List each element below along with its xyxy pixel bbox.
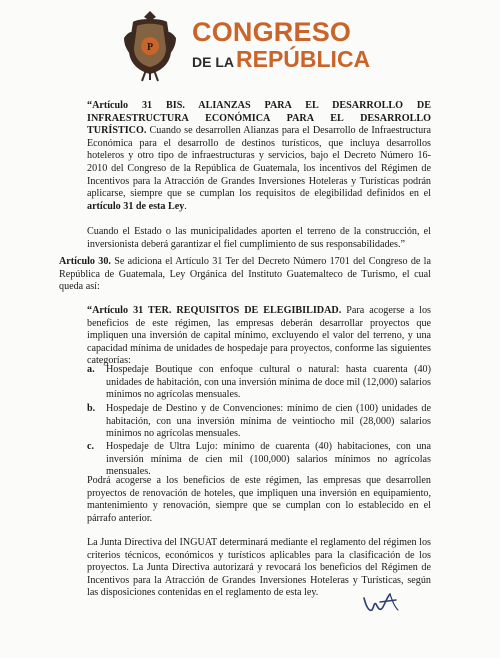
logo-line2-main: REPÚBLICA — [236, 46, 371, 72]
article-30-paragraph — [59, 256, 431, 294]
logo-line2-prefix: DE LA — [192, 54, 234, 70]
list-item-label: c. — [87, 441, 95, 452]
congress-logo-text — [192, 19, 370, 71]
list-item-text: Hospedaje Boutique con enfoque cultural o natural: hasta cuarenta (40) unidades de habitación, con una inversión mínima de doce mil (12,000) salarios mínimos no agrícolas mensuales. — [106, 364, 431, 401]
article-31bis-text: Cuando se desarrollen Alianzas para el Desarrollo de Infraestructura Económica para el desarrollo de destinos turísticos, que incluya desarrollos hoteleros y otro tipo de infraestructuras y servicios, bajo el Decreto Número 16-2010 del Congreso de la República de Guatemala, los incentivos del Régimen de Incentivos para la Atracción de Grandes Inversiones Hoteleras y Turísticas podrán aplicarse, siempre que se cumplan los requisitos de elegibilidad definidos en el — [87, 125, 431, 200]
article-31ter-paragraph — [87, 305, 431, 368]
category-item-b — [87, 403, 431, 441]
list-item-text: Hospedaje de Ultra Lujo: mínimo de cuarenta (40) habitaciones, con una inversión mínima de cien mil (100,000) salarios mínimos no agrícolas mensuales. — [106, 441, 431, 478]
article-31ter-title: “Artículo 31 TER. REQUISITOS DE ELEGIBILIDAD. — [87, 305, 342, 316]
inguat-board-paragraph: La Junta Directiva del INGUAT determinará mediante el reglamento del régimen los criterios técnicos, económicos y turísticos aplicables para la clasificación de los proyectos. La Junta Directiva autorizará y revocará los beneficios del Régimen de Incentivos para la Atracción de Grandes Inversiones Hoteleras y Turísticas, según las disposiciones contenidas en el reglamento de esta ley. — [87, 537, 431, 599]
list-item-label: b. — [87, 403, 96, 414]
list-item-text: Hospedaje de Destino y de Convenciones: mínimo de cien (100) unidades de habitación, con una inversión mínima de veintiocho mil (28,000) salarios mínimos no agrícolas mensuales. — [106, 403, 431, 440]
article-31ter-text: Para acogerse a los beneficios de este régimen, las empresas deberán desarrollar proyectos que impliquen una inversión de capital mínimo, excluyendo el valor del terreno, y una capacidad mínima de unidades de hospedaje para proyectos, conforme las siguientes categorías: — [87, 305, 431, 367]
congress-emblem-icon — [120, 8, 180, 82]
article-31bis-title: “Artículo 31 BIS. ALIANZAS PARA EL DESARROLLO DE INFRAESTRUCTURA ECONÓMICA PARA EL DESARROLLO TURÍSTICO. — [87, 100, 431, 137]
article-31bis-paragraph-2: Cuando el Estado o las municipalidades aporten el terreno de la construcción, el inversionista deberá garantizar el fiel cumplimiento de sus responsabilidades.” — [87, 226, 431, 250]
article-30-text: Se adiciona el Artículo 31 Ter del Decreto Número 1701 del Congreso de la República de Guatemala, Ley Orgánica del Instituto Guatemalteco de Turismo, el cual queda así: — [59, 256, 431, 293]
list-item-label: a. — [87, 364, 95, 375]
signature-mark — [360, 588, 400, 618]
article-30-label: Artículo 30. — [59, 256, 111, 267]
renovation-paragraph: Podrá acogerse a los beneficios de este régimen, las empresas que desarrollen proyectos de renovación de hoteles, que impliquen una inversión en equipamiento, mantenimiento y renovación, siempre que se cumplan con lo establecido en el párrafo anterior. — [87, 475, 431, 524]
article-31bis-reference: artículo 31 de esta Ley — [87, 200, 185, 212]
article-31bis-paragraph: “Artículo 31 BIS. ALIANZAS PARA EL DESARROLLO DE INFRAESTRUCTURA ECONÓMICA PARA EL DESARROLLO TURÍSTICO. Cuando se desarrollen Alianzas para el Desarrollo de Infraestructura Económica para el desarrollo de destinos turísticos, que incluya desarrollos hoteleros y otro tipo de infraestructuras y servicios, bajo el Decreto Número 16-2010 del Congreso de la República de Guatemala, los incentivos del Régimen de Incentivos para la Atracción de Grandes Inversiones Hoteleras y Turísticas podrán aplicarse, siempre que se cumplan los requisitos de elegibilidad definidos en el artículo 31 de esta Ley. — [87, 100, 431, 212]
category-item-a — [87, 364, 431, 402]
category-item-c — [87, 441, 431, 479]
svg-text:P: P — [146, 42, 154, 53]
logo-line1: CONGRESO — [192, 17, 352, 47]
